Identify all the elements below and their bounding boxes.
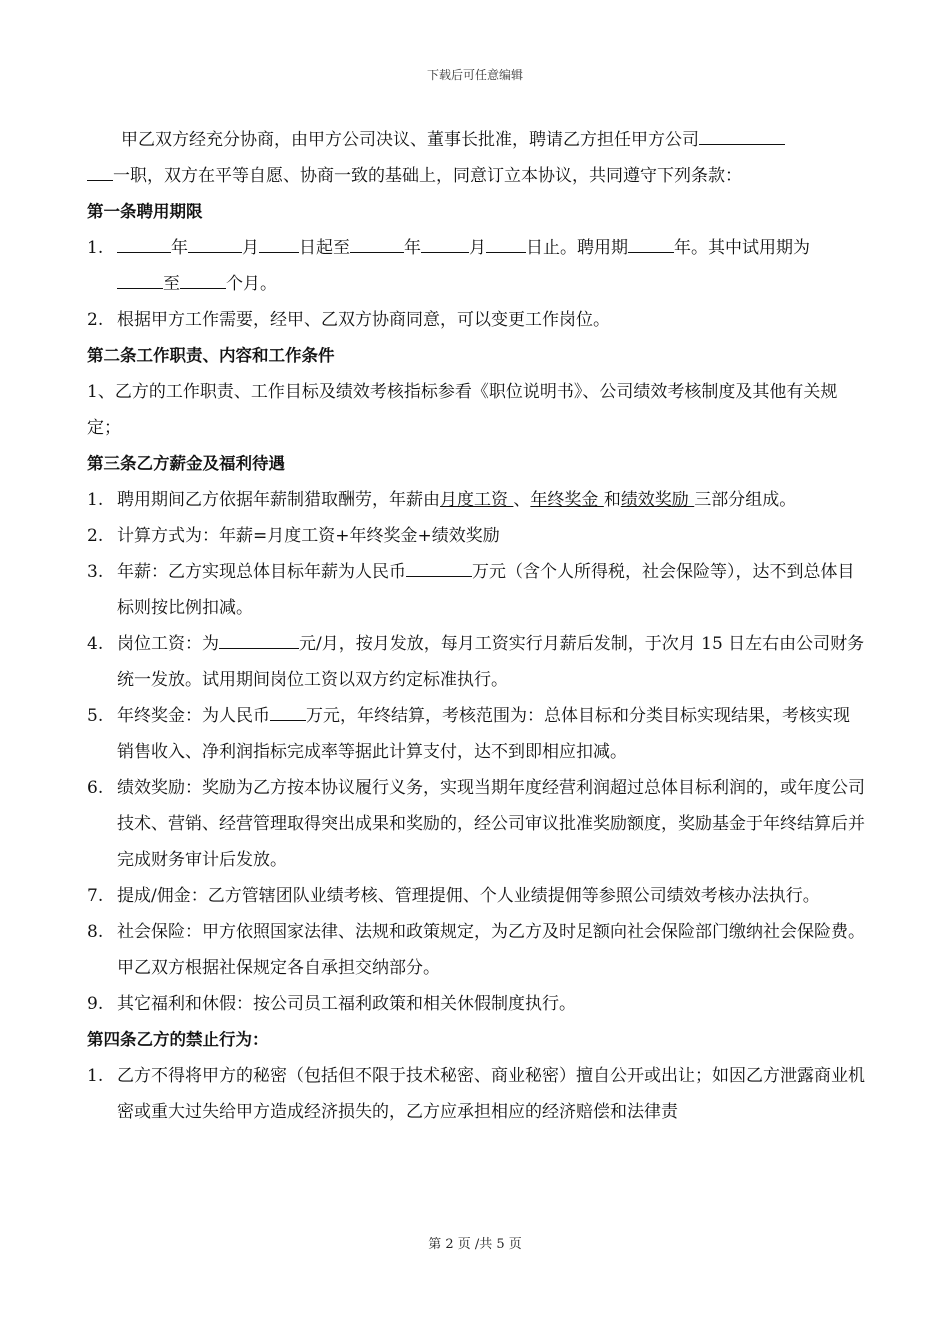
item-number: 5. [87, 706, 104, 726]
item-number: 4. [87, 634, 104, 654]
item-number: 8. [87, 922, 104, 942]
text: 聘用期间乙方依据年薪制猎取酬劳，年薪由 [117, 490, 440, 510]
item-text [117, 482, 865, 518]
article-3-item-2 [87, 518, 865, 554]
intro-text-2: 一职，双方在平等自愿、协商一致的基础上，同意订立本协议，共同遵守下列条款： [113, 166, 742, 186]
page-header-note: 下载后可任意编辑 [426, 68, 523, 82]
item-number: 9. [87, 994, 104, 1014]
item-text: 社会保险：甲方依照国家法律、法规和政策规定，为乙方及时足额向社会保险部门缴纳社会保险费。甲乙双方根据社保规定各自承担交纳部分。 [117, 922, 865, 978]
item-text [117, 626, 865, 698]
underlined-text: 绩效奖励 [620, 490, 695, 510]
blank [117, 236, 171, 253]
text: 年 [171, 238, 188, 258]
blank [350, 236, 404, 253]
item-text: 提成/佣金：乙方管辖团队业绩考核、管理提佣、个人业绩提佣等参照公司绩效考核办法执行。 [117, 886, 820, 906]
text: 至 [163, 274, 180, 294]
blank [180, 272, 226, 289]
blank [270, 704, 306, 721]
text: 年 [404, 238, 421, 258]
item-text: 根据甲方工作需要，经甲、乙双方协商同意，可以变更工作岗位。 [117, 310, 610, 330]
item-number: 2. [87, 526, 104, 546]
article-4-title: 第四条乙方的禁止行为： [87, 1030, 269, 1049]
position-blank-cont [87, 164, 113, 181]
article-2-text: 1、乙方的工作职责、工作目标及绩效考核指标参看《职位说明书》、公司绩效考核制度及其他有关规定； [87, 382, 838, 438]
text: 元/月，按月发放，每月工资实行月薪后发制，于次月 15 日左右由公司财务统一发放。试用期间岗位工资以双方约定标准执行。 [117, 634, 865, 690]
item-text [117, 230, 865, 302]
blank [421, 236, 469, 253]
item-number: 6. [87, 778, 104, 798]
article-4-item-1 [87, 1058, 865, 1130]
text: 、 [513, 490, 531, 510]
article-2-title: 第二条工作职责、内容和工作条件 [87, 346, 335, 365]
item-number: 3. [87, 562, 104, 582]
blank [219, 632, 299, 649]
item-text: 绩效奖励：奖励为乙方按本协议履行义务，实现当期年度经营利润超过总体目标利润的，或年度公司技术、营销、经营管理取得突出成果和奖励的，经公司审议批准奖励额度，奖励基金于年终结算后并完成财务审计后发放。 [117, 778, 865, 870]
article-1-item-2 [87, 302, 865, 338]
item-text: 其它福利和休假：按公司员工福利政策和相关休假制度执行。 [117, 994, 576, 1014]
underlined-text: 年终奖金 [530, 490, 604, 510]
article-3-item-5 [87, 698, 865, 770]
blank [259, 236, 299, 253]
article-1-item-1 [87, 230, 865, 302]
item-text: 乙方不得将甲方的秘密（包括但不限于技术秘密、商业秘密）擅自公开或出让；如因乙方泄露商业机密或重大过失给甲方造成经济损失的，乙方应承担相应的经济赔偿和法律责 [117, 1066, 865, 1122]
article-3-item-8 [87, 914, 865, 986]
document-body [87, 122, 865, 1130]
intro-text-1: 甲乙双方经充分协商，由甲方公司决议、董事长批准，聘请乙方担任甲方公司 [121, 130, 699, 150]
item-text [117, 554, 865, 626]
blank [117, 272, 163, 289]
blank [486, 236, 526, 253]
blank [406, 560, 472, 577]
article-3-item-4 [87, 626, 865, 698]
item-number: 1. [87, 1066, 104, 1086]
article-3-title: 第三条乙方薪金及福利待遇 [87, 454, 285, 473]
item-number: 1. [87, 238, 104, 258]
text: 年薪：乙方实现总体目标年薪为人民币 [117, 562, 406, 582]
position-blank [699, 128, 785, 145]
page-number: 第 2 页 /共 5 页 [428, 1237, 522, 1252]
article-1-title: 第一条聘用期限 [87, 202, 203, 221]
article-3-item-3 [87, 554, 865, 626]
text: 个月。 [226, 274, 277, 294]
item-number: 1. [87, 490, 104, 510]
text: 岗位工资：为 [117, 634, 219, 654]
article-3-item-1 [87, 482, 865, 518]
article-3-item-9 [87, 986, 865, 1022]
item-text: 计算方式为：年薪=月度工资+年终奖金+绩效奖励 [117, 526, 500, 546]
article-3-item-6 [87, 770, 865, 878]
text: 和 [603, 490, 621, 510]
text: 月 [469, 238, 486, 258]
text: 万元，年终结算，考核范围为：总体目标和分类目标实现结果，考核实现销售收入、净利润指标完成率等据此计算支付，达不到即相应扣减。 [117, 706, 850, 762]
text: 日起至 [299, 238, 350, 258]
text: 月 [242, 238, 259, 258]
text: 年。其中试用期为 [674, 238, 810, 258]
text: 三部分组成。 [694, 490, 797, 510]
item-number: 2. [87, 310, 104, 330]
text: 万元（含个人所得税，社会保险等），达不到总体目标则按比例扣减。 [117, 562, 855, 618]
intro-paragraph [87, 122, 865, 194]
item-number: 7. [87, 886, 104, 906]
underlined-text: 月度工资 [440, 490, 514, 510]
article-3-item-7 [87, 878, 865, 914]
blank [628, 236, 674, 253]
text: 年终奖金：为人民币 [117, 706, 270, 726]
text: 日止。聘用期 [526, 238, 628, 258]
blank [188, 236, 242, 253]
item-text [117, 698, 865, 770]
